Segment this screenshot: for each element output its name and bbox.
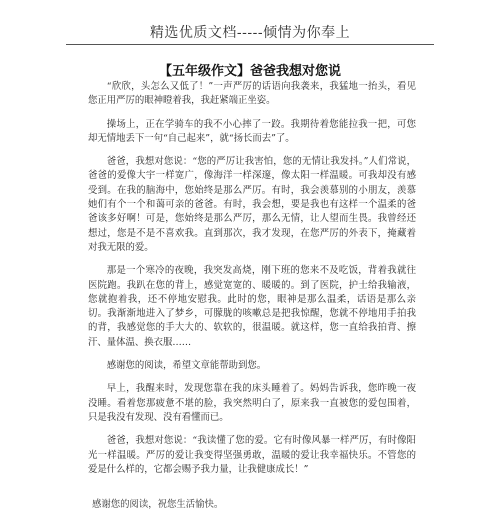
- document-header: 精选优质文档-----倾情为你奉上: [149, 25, 351, 41]
- header-divider: [66, 44, 434, 45]
- paragraph-7: 爸爸，我想对您说：“我读懂了您的爱。它有时像风暴一样严厉，有时像阳光一样温暖。严厉的爱让我变得坚强勇敢，温暖的爱让我幸福快乐。不管您的爱是什么样的，它都会赐予我力量，让我健康成长！”: [88, 435, 416, 475]
- paragraph-6: 早上，我醒来时，发现您靠在我的床头睡着了。妈妈告诉我，您昨晚一夜没睡。看着您那疲惫不堪的脸，我突然明白了，原来我一直被您的爱包围着，只是我没有发现、没有看懂而已。: [88, 383, 416, 423]
- article-title: 【五年级作文】爸爸我想对您说: [158, 64, 341, 79]
- paragraph-3: 爸爸，我想对您说：“您的严厉让我害怕，您的无情让我发抖。”人们常说，爸爸的爱像大宇一样宽广，像海洋一样深邃，像太阳一样温暖。可我却没有感受到。在我的脑海中，您始终是那么严厉。有时，我会羡慕别的小朋友，羡慕她们有个一个和蔼可亲的爸爸。有时，我会想，要是我也有这样一个温柔的爸爸该多好啊！可是，您始终是那么严厉，那么无情，让人望而生畏。我曾经还想过，您是不是不喜欢我。直到那次，我才发现，在您严厉的外表下，掩藏着对我无限的爱。: [88, 156, 416, 253]
- paragraph-1: “欣欣，头怎么又低了！”一声严厉的话语向我袭来，我猛地一抬头，看见您正用严厉的眼神瞪着我，我赶紧端正坐姿。: [88, 81, 416, 107]
- paragraph-4: 那是一个寒冷的夜晚，我突发高烧，刚下班的您来不及吃饭，背着我就往医院跑。我趴在您的背上，感觉宽宽的、暖暖的。到了医院，护士给我输液，您就抱着我，还不停地安慰我。此时的您，眼神是那么温柔，话语是那么亲切。我渐渐地进入了梦乡，可朦胧的咳嗽总是把我惊醒，您就不停地用手拍我的背，我感觉您的手大大的、软软的，很温暖。就这样，您一直给我拍背、擦汗、量体温、换衣服……: [88, 265, 416, 348]
- footer-note: 感谢您的阅读，祝您生活愉快。: [92, 499, 224, 510]
- paragraph-2: 操场上，正在学骑车的我不小心摔了一跤。我期待着您能拉我一把，可您却无情地丢下一句“自己起来”，就“扬长而去”了。: [88, 118, 416, 144]
- paragraph-5: 感谢您的阅读，希望文章能帮助到您。: [106, 360, 267, 372]
- article-body: [88, 80, 416, 486]
